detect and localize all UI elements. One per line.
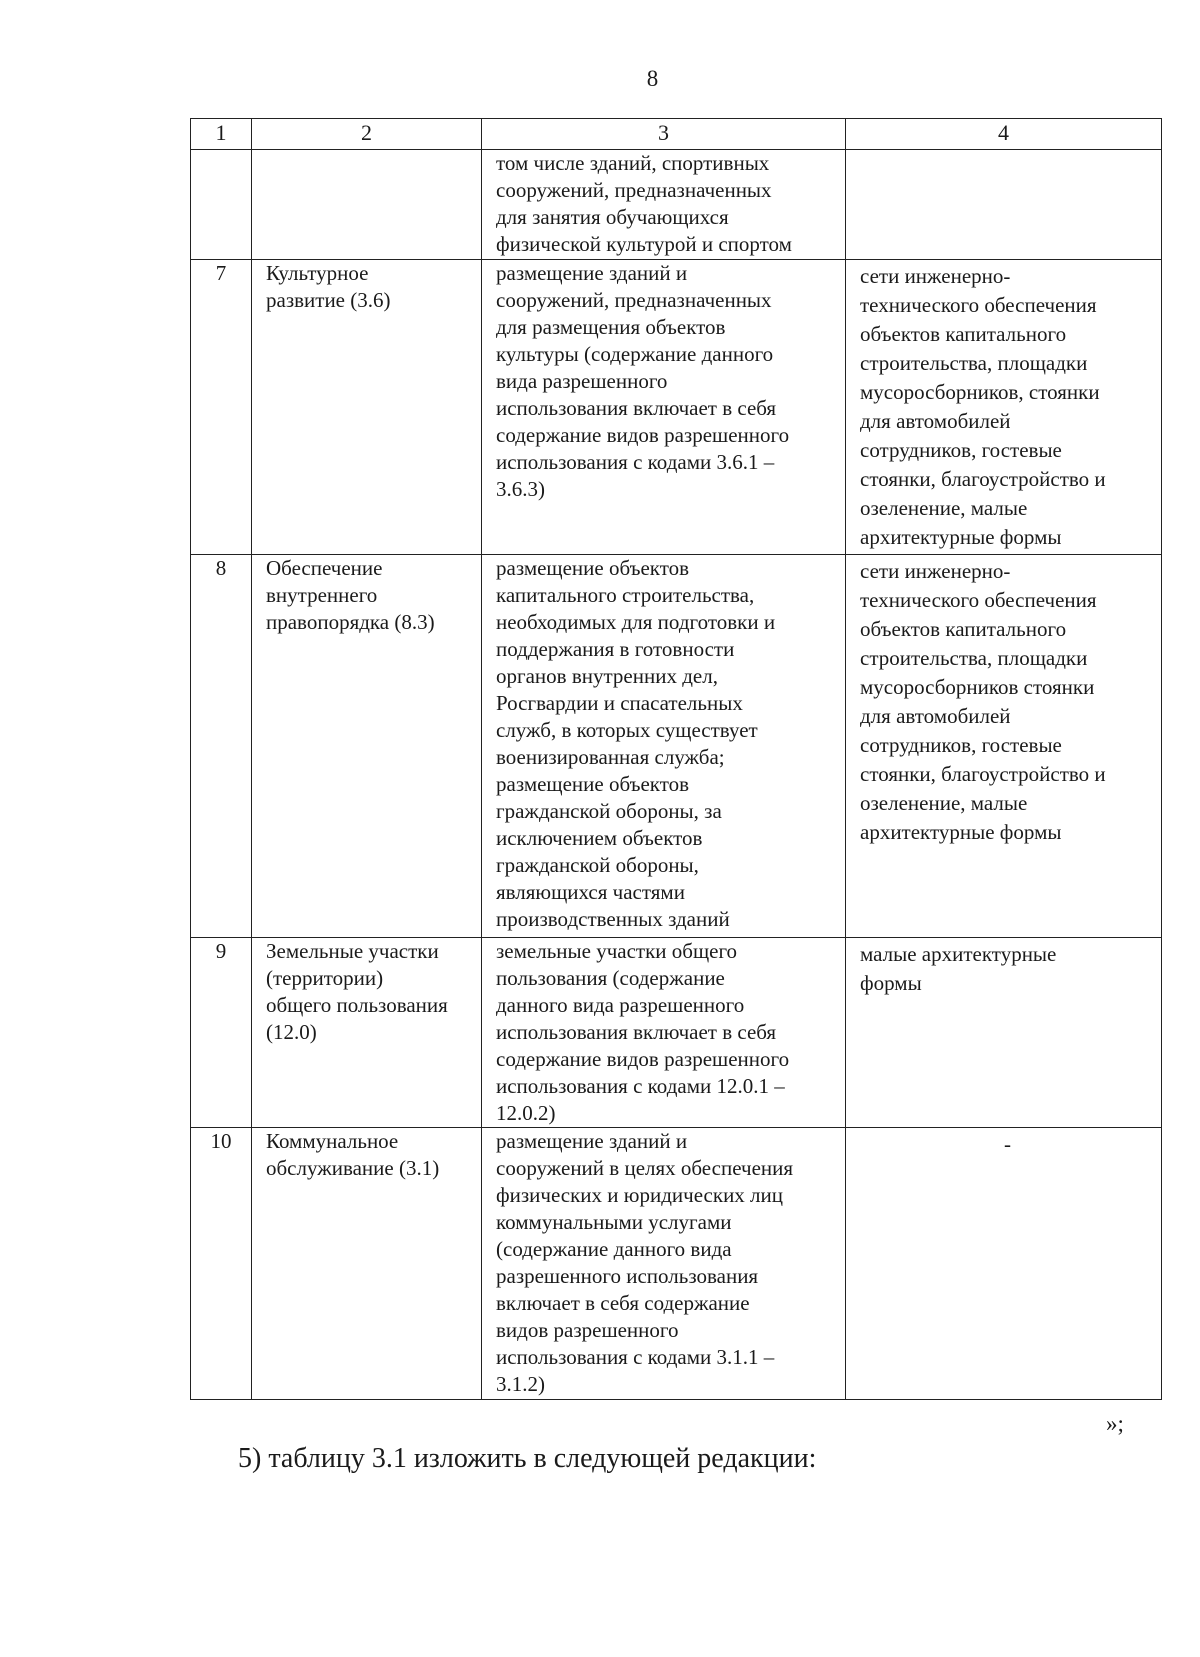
use-description: размещение объектов капитального строительства, необходимых для подготовки и поддержания в готовности органов внутренних дел, Росгвардии и спасательных служб, в которых существует военизированная служба; размещение объектов гражданской обороны, за исключением объектов гражданской обороны, являющихся частями производственных зданий xyxy=(482,555,846,938)
use-type-name xyxy=(252,150,482,260)
column-header-4: 4 xyxy=(846,119,1162,150)
auxiliary-uses: малые архитектурные формы xyxy=(846,938,1162,1128)
page-number: 8 xyxy=(646,66,659,91)
use-description: размещение зданий и сооружений, предназначенных для размещения объектов культуры (содержание данного вида разрешенного использования включает в себя содержание видов разрешенного использования с кодами 3.6.1 – 3.6.3) xyxy=(482,260,846,555)
column-header-1: 1 xyxy=(191,119,252,150)
column-header-2: 2 xyxy=(252,119,482,150)
use-description: размещение зданий и сооружений в целях обеспечения физических и юридических лиц коммунальными услугами (содержание данного вида разрешенного использования включает в себя содержание видов разрешенного использования с кодами 3.1.1 – 3.1.2) xyxy=(482,1128,846,1400)
amendment-instruction: 5) таблицу 3.1 изложить в следующей редакции: xyxy=(238,1443,817,1474)
row-number: 8 xyxy=(191,555,252,938)
table-row xyxy=(191,938,1162,1128)
row-number: 10 xyxy=(191,1128,252,1400)
table-row xyxy=(191,555,1162,938)
row-number xyxy=(191,150,252,260)
table-row xyxy=(191,150,1162,260)
row-number: 9 xyxy=(191,938,252,1128)
use-type-name: Обеспечение внутреннего правопорядка (8.3) xyxy=(252,555,482,938)
closing-quote-mark: »; xyxy=(1106,1411,1124,1436)
row-number: 7 xyxy=(191,260,252,555)
use-type-name: Культурное развитие (3.6) xyxy=(252,260,482,555)
use-description: земельные участки общего пользования (содержание данного вида разрешенного использования включает в себя содержание видов разрешенного использования с кодами 12.0.1 – 12.0.2) xyxy=(482,938,846,1128)
table-header-row xyxy=(191,119,1162,150)
column-header-3: 3 xyxy=(482,119,846,150)
auxiliary-uses: - xyxy=(846,1128,1162,1400)
auxiliary-uses: сети инженерно- технического обеспечения объектов капитального строительства, площадки мусоросборников, стоянки для автомобилей сотрудников, гостевые стоянки, благоустройство и озеленение, малые архитектурные формы xyxy=(846,260,1162,555)
use-type-name: Коммунальное обслуживание (3.1) xyxy=(252,1128,482,1400)
land-use-table xyxy=(190,118,1162,1400)
auxiliary-uses xyxy=(846,150,1162,260)
use-description: том числе зданий, спортивных сооружений, предназначенных для занятия обучающихся физической культурой и спортом xyxy=(482,150,846,260)
table-row xyxy=(191,260,1162,555)
use-type-name: Земельные участки (территории) общего пользования (12.0) xyxy=(252,938,482,1128)
table-row xyxy=(191,1128,1162,1400)
auxiliary-uses: сети инженерно- технического обеспечения объектов капитального строительства, площадки мусоросборников стоянки для автомобилей сотрудников, гостевые стоянки, благоустройство и озеленение, малые архитектурные формы xyxy=(846,555,1162,938)
